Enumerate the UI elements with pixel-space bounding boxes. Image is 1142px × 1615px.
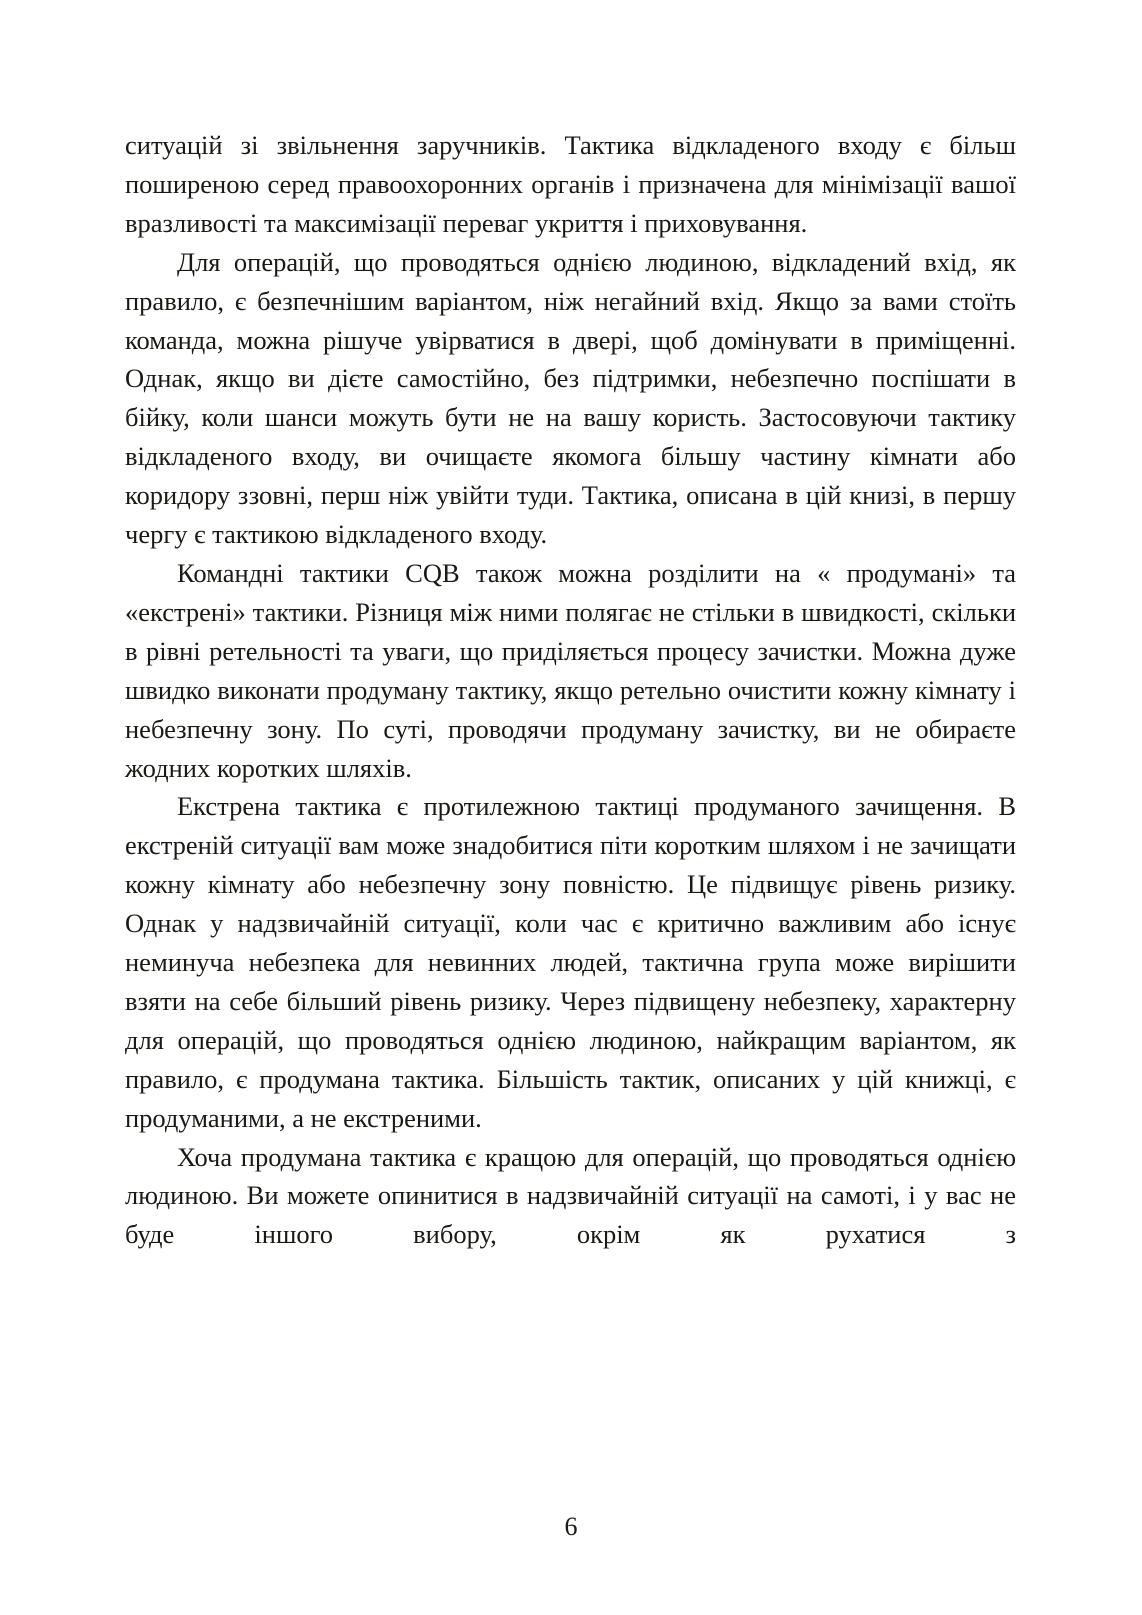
body-text [125, 126, 1016, 1254]
paragraph-2: Для операцій, що проводяться однією людиною, відкладений вхід, як правило, є безпечнішим варіантом, ніж негайний вхід. Якщо за вами стоїть команда, можна рішуче увірватися в двері, щоб домінувати в приміщенні. Однак, якщо ви дієте самостійно, без підтримки, небезпечно поспішати в бійку, коли шанси можуть бути не на вашу користь. Застосовуючи тактику відкладеного входу, ви очищаєте якомога більшу частину кімнати або коридору ззовні, перш ніж увійти туди. Тактика, описана в цій книзі, в першу чергу є тактикою відкладеного входу. [125, 246, 1016, 550]
paragraph-3: Командні тактики CQB також можна розділити на « продумані» та «екстрені» тактики. Різниця між ними полягає не стільки в швидкості, скільки в рівні ретельності та уваги, що приділяється процесу зачистки. Можна дуже швидко виконати продуману тактику, якщо ретельно очистити кожну кімнату і небезпечну зону. По суті, проводячи продуману зачистку, ви не обираєте жодних коротких шляхів. [125, 557, 1016, 783]
paragraph-1: ситуацій зі звільнення заручників. Тактика відкладеного входу є більш поширеною серед правоохоронних органів і призначена для мінімізації вашої вразливості та максимізації переваг укриття і приховування. [125, 130, 1016, 238]
paragraph-5: Хоча продумана тактика є кращою для операцій, що проводяться однією людиною. Ви можете опинитися в надзвичайній ситуації на самоті, і у вас не буде іншого вибору, окрім як рухатися з [125, 1141, 1016, 1250]
paragraph-4: Екстрена тактика є протилежною тактиці продуманого зачищення. В екстреній ситуації вам може знадобитися піти коротким шляхом і не зачищати кожну кімнату або небезпечну зону повністю. Це підвищує рівень ризику. Однак у надзвичайній ситуації, коли час є критично важливим або існує неминуча небезпека для невинних людей, тактична група може вирішити взяти на себе більший рівень ризику. Через підвищену небезпеку, характерну для операцій, що проводяться однією людиною, найкращим варіантом, як правило, є продумана тактика. Більшість тактик, описаних у цій книжці, є продуманими, а не екстреними. [125, 791, 1016, 1133]
page-number: 6 [564, 1512, 578, 1541]
